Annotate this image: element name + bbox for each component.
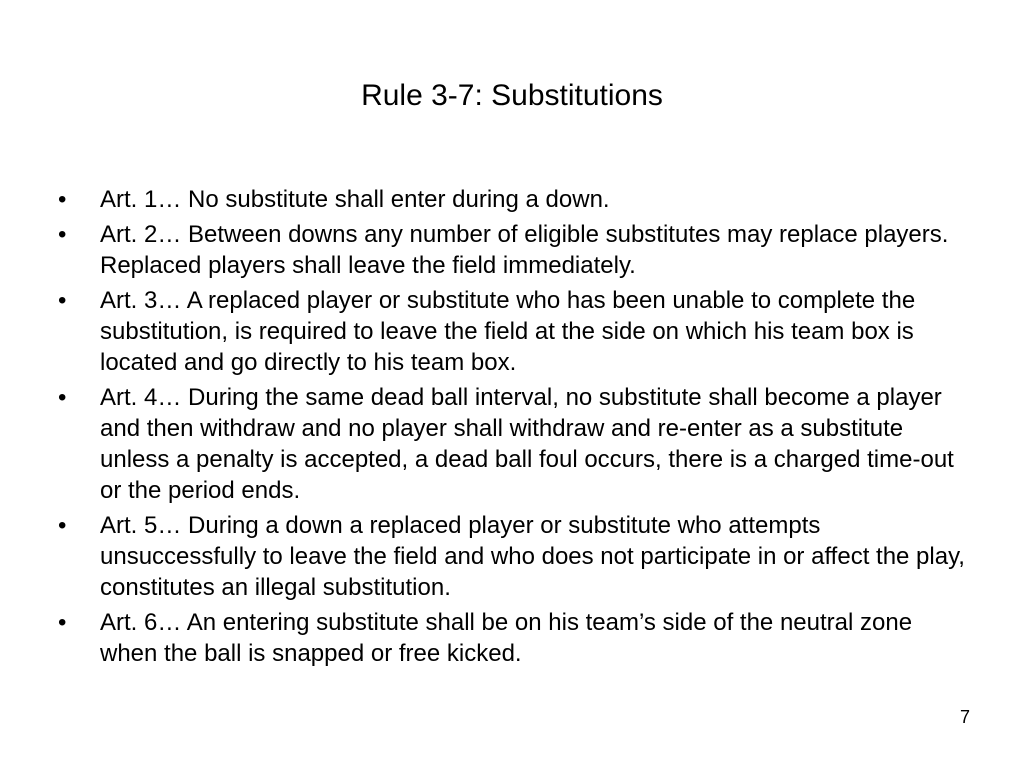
- bullet-marker: •: [58, 384, 67, 411]
- list-item-art-1: [58, 184, 968, 215]
- list-item-text: Art. 3… A replaced player or substitute who has been unable to complete the substitution, is required to leave the field at the side on which his team box is located and go directly to his team box.: [100, 287, 916, 376]
- list-item-art-4: [58, 382, 968, 506]
- bullet-marker: •: [58, 512, 67, 539]
- list-item-text: Art. 6… An entering substitute shall be on his team’s side of the neutral zone when the ball is snapped or free kicked.: [100, 609, 913, 667]
- page-number: 7: [959, 707, 970, 727]
- list-item-text: Art. 2… Between downs any number of eligible substitutes may replace players. Replaced players shall leave the field immediately.: [100, 221, 949, 279]
- list-item-art-5: [58, 510, 968, 603]
- list-item-text: Art. 1… No substitute shall enter during a down.: [100, 186, 610, 213]
- bullet-marker: •: [58, 287, 67, 314]
- list-item-text: Art. 5… During a down a replaced player or substitute who attempts unsuccessfully to leave the field and who does not participate in or affect the play, constitutes an illegal substitution.: [100, 512, 965, 601]
- bullet-marker: •: [58, 221, 67, 248]
- list-item-art-3: [58, 285, 968, 378]
- list-item-text: Art. 4… During the same dead ball interval, no substitute shall become a player and then withdraw and no player shall withdraw and re-enter as a substitute unless a penalty is accepted, a dead ball foul occurs, there is a charged time-out or the period ends.: [100, 384, 954, 504]
- slide-title: Rule 3-7: Substitutions: [361, 79, 663, 112]
- list-item-art-2: [58, 219, 968, 281]
- list-item-art-6: [58, 607, 968, 669]
- bullet-list: [58, 184, 968, 673]
- bullet-marker: •: [58, 609, 67, 636]
- bullet-marker: •: [58, 186, 67, 213]
